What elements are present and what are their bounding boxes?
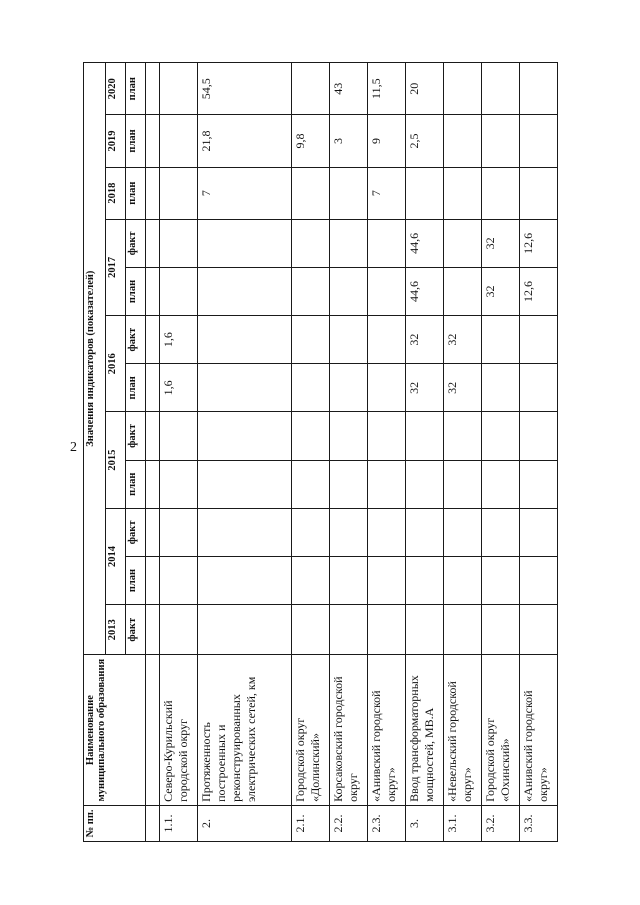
indicator-value: 44,6 — [406, 219, 444, 267]
indicator-value — [520, 364, 558, 412]
indicator-value: 11,5 — [368, 63, 406, 115]
indicator-value — [520, 605, 558, 655]
year-header: 2020 — [106, 63, 126, 115]
row-number: 3. — [406, 805, 444, 841]
indicator-value: 32 — [406, 364, 444, 412]
indicator-value — [160, 115, 198, 167]
year-header: 2019 — [106, 115, 126, 167]
indicator-value — [368, 316, 406, 364]
col-name-header: Наименование муниципального образования — [84, 655, 146, 806]
indicator-value — [482, 316, 520, 364]
indicator-value — [520, 460, 558, 508]
indicator-value: 1,6 — [160, 316, 198, 364]
row-number: 3.1. — [444, 805, 482, 841]
fact-header: факт — [126, 219, 146, 267]
indicator-value — [198, 316, 292, 364]
municipality-name: Ввод трансформаторных мощностей, МВ.А — [406, 655, 444, 806]
indicator-value — [292, 605, 330, 655]
municipality-name: Корсаковский городской округ — [330, 655, 368, 806]
row-number: 3.3. — [520, 805, 558, 841]
indicator-value: 1,6 — [160, 364, 198, 412]
indicator-value — [520, 316, 558, 364]
indicator-value: 21,8 — [198, 115, 292, 167]
fact-header: факт — [126, 316, 146, 364]
indicator-value — [520, 115, 558, 167]
indicator-value — [198, 556, 292, 604]
indicator-value — [520, 556, 558, 604]
indicator-value — [292, 219, 330, 267]
indicator-value — [368, 267, 406, 315]
indicator-value — [482, 167, 520, 219]
indicator-value — [198, 267, 292, 315]
row-number: 2. — [198, 805, 292, 841]
indicator-value — [482, 364, 520, 412]
indicator-value — [292, 267, 330, 315]
municipality-name: Городской округ «Долинский» — [292, 655, 330, 806]
row-number: 3.2. — [482, 805, 520, 841]
indicator-value — [198, 508, 292, 556]
indicator-value — [520, 167, 558, 219]
fact-header: факт — [126, 605, 146, 655]
indicator-value — [520, 412, 558, 460]
table-row — [330, 63, 368, 842]
indicator-value — [160, 605, 198, 655]
year-header: 2016 — [106, 316, 126, 412]
table-row — [406, 63, 444, 842]
indicator-value — [330, 556, 368, 604]
indicator-value — [482, 605, 520, 655]
indicator-value — [292, 364, 330, 412]
indicator-value — [520, 508, 558, 556]
fact-header: факт — [126, 412, 146, 460]
indicator-value — [198, 364, 292, 412]
year-header: 2015 — [106, 412, 126, 508]
row-number: 1.1. — [160, 805, 198, 841]
municipality-name: «Анивский городской округ» — [520, 655, 558, 806]
indicator-value — [292, 460, 330, 508]
indicator-value — [444, 167, 482, 219]
row-number: 2.1. — [292, 805, 330, 841]
indicator-value — [444, 63, 482, 115]
indicator-value: 12,6 — [520, 267, 558, 315]
indicator-value — [292, 316, 330, 364]
indicators-table-container — [83, 62, 558, 842]
indicator-value — [368, 556, 406, 604]
indicator-value: 7 — [368, 167, 406, 219]
col-number-header: № пп. — [84, 805, 146, 841]
indicator-value: 9 — [368, 115, 406, 167]
indicator-value — [330, 412, 368, 460]
year-header: 2013 — [106, 605, 126, 655]
year-header: 2014 — [106, 508, 126, 604]
indicator-value — [368, 508, 406, 556]
row-number: 2.3. — [368, 805, 406, 841]
indicator-value — [406, 605, 444, 655]
indicator-value — [482, 556, 520, 604]
indicator-value: 32 — [482, 267, 520, 315]
indicator-value — [444, 605, 482, 655]
indicator-value — [198, 219, 292, 267]
indicator-value — [292, 556, 330, 604]
indicator-value — [160, 267, 198, 315]
plan-header: план — [126, 364, 146, 412]
indicator-value — [444, 412, 482, 460]
indicator-value — [406, 412, 444, 460]
plan-header: план — [126, 115, 146, 167]
table-row — [444, 63, 482, 842]
indicator-value — [368, 460, 406, 508]
indicator-value — [368, 364, 406, 412]
municipality-name: «Анивский городской округ» — [368, 655, 406, 806]
indicator-value — [160, 508, 198, 556]
indicator-value: 2,5 — [406, 115, 444, 167]
indicator-value: 43 — [330, 63, 368, 115]
table-row — [198, 63, 292, 842]
indicator-value — [160, 412, 198, 460]
indicator-value — [330, 508, 368, 556]
indicator-value — [482, 460, 520, 508]
indicator-value — [198, 412, 292, 460]
indicator-value — [406, 167, 444, 219]
indicator-value — [406, 508, 444, 556]
indicator-value — [520, 63, 558, 115]
plan-header: план — [126, 167, 146, 219]
page-number: 2 — [70, 440, 77, 455]
indicator-value — [160, 63, 198, 115]
indicator-value — [482, 412, 520, 460]
plan-header: план — [126, 460, 146, 508]
row-number: 2.2. — [330, 805, 368, 841]
indicator-value: 32 — [444, 316, 482, 364]
year-header: 2018 — [106, 167, 126, 219]
indicator-value: 12,6 — [520, 219, 558, 267]
indicator-value: 44,6 — [406, 267, 444, 315]
indicator-value: 32 — [482, 219, 520, 267]
indicator-value: 32 — [444, 364, 482, 412]
indicator-value — [444, 219, 482, 267]
indicator-value: 54,5 — [198, 63, 292, 115]
indicator-value — [444, 556, 482, 604]
indicator-value — [368, 605, 406, 655]
indicator-value — [330, 460, 368, 508]
indicator-value — [292, 167, 330, 219]
indicator-value — [482, 508, 520, 556]
indicator-value: 32 — [406, 316, 444, 364]
indicator-value — [368, 219, 406, 267]
indicator-value — [444, 460, 482, 508]
indicator-value — [406, 556, 444, 604]
plan-header: план — [126, 267, 146, 315]
indicator-value — [330, 167, 368, 219]
indicator-value — [198, 460, 292, 508]
indicator-value — [160, 167, 198, 219]
indicator-value: 3 — [330, 115, 368, 167]
table-row — [292, 63, 330, 842]
indicator-value — [160, 219, 198, 267]
indicator-value — [368, 412, 406, 460]
indicator-value — [444, 267, 482, 315]
table-row — [520, 63, 558, 842]
indicator-value — [482, 115, 520, 167]
municipality-name: Протяженность построенных и реконструированных электрических сетей, км — [198, 655, 292, 806]
table-row — [368, 63, 406, 842]
indicator-value — [330, 267, 368, 315]
plan-header: план — [126, 556, 146, 604]
indicator-value — [292, 412, 330, 460]
table-row — [482, 63, 520, 842]
indicator-value — [330, 605, 368, 655]
municipality-name: Городской округ «Охинский» — [482, 655, 520, 806]
table-row — [160, 63, 198, 842]
indicator-value: 7 — [198, 167, 292, 219]
indicator-value: 9,8 — [292, 115, 330, 167]
indicator-value — [198, 605, 292, 655]
indicator-value — [330, 219, 368, 267]
indicator-value — [160, 460, 198, 508]
plan-header: план — [126, 63, 146, 115]
municipality-name: Северо-Курильский городской округ — [160, 655, 198, 806]
indicator-value: 20 — [406, 63, 444, 115]
indicator-value — [330, 316, 368, 364]
indicator-value — [406, 460, 444, 508]
indicator-value — [444, 115, 482, 167]
fact-header: факт — [126, 508, 146, 556]
indicators-title: Значения индикаторов (показателей) — [84, 63, 106, 655]
indicator-value — [160, 556, 198, 604]
indicator-value — [444, 508, 482, 556]
municipality-name: «Невельский городской округ» — [444, 655, 482, 806]
indicators-table — [83, 62, 558, 842]
indicator-value — [482, 63, 520, 115]
indicator-value — [292, 63, 330, 115]
year-header: 2017 — [106, 219, 126, 315]
indicator-value — [330, 364, 368, 412]
indicator-value — [292, 508, 330, 556]
